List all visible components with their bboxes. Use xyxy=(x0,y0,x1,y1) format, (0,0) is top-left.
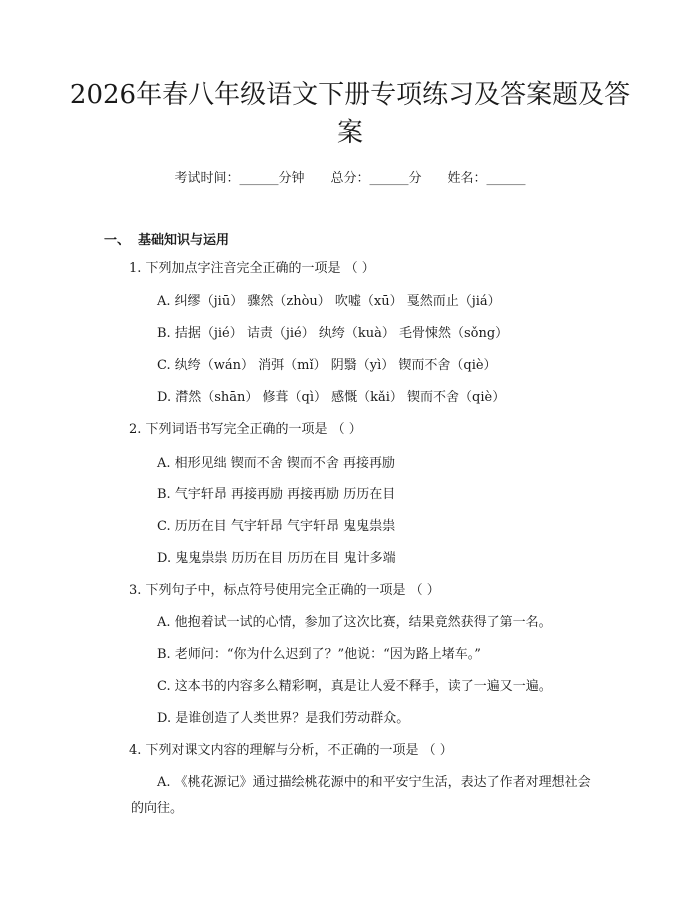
question-option: C. 历历在目 气宇轩昂 气宇轩昂 鬼鬼祟祟 xyxy=(157,519,396,534)
question-option: D. 鬼鬼祟祟 历历在目 历历在目 鬼计多端 xyxy=(157,551,396,566)
total-score-field: 总分：______分 xyxy=(330,171,422,186)
question-option: C. 这本书的内容多么精彩啊，真是让人爱不释手，读了一遍又一遍。 xyxy=(157,679,552,694)
question-option: B. 气宇轩昂 再接再励 再接再励 历历在目 xyxy=(157,487,396,502)
exam-time-field: 考试时间：______分钟 xyxy=(174,171,305,186)
question-option: B. 拮据（jié） 诘责（jié） 纨绔（kuà） 毛骨悚然（sǒng） xyxy=(157,326,509,341)
section-number: 一、 xyxy=(104,233,131,248)
question-option: A. 相形见绌 锲而不舍 锲而不舍 再接再励 xyxy=(157,456,396,471)
exam-info xyxy=(0,170,700,188)
question-option: A. 纠缪（jiū） 骤然（zhòu） 吹嘘（xū） 戛然而止（jiá） xyxy=(157,294,501,309)
question-option: D. 潸然（shān） 修葺（qì） 感慨（kǎi） 锲而不舍（qiè） xyxy=(157,390,506,405)
question-stem: 2. 下列词语书写完全正确的一项是 （ ） xyxy=(129,422,362,437)
document-title: 2026年春八年级语文下册专项练习及答案题及答案 xyxy=(69,80,631,148)
question-option: A. 《桃花源记》通过描绘桃花源中的和平安宁生活，表达了作者对理想社会的向往。 xyxy=(131,775,591,816)
question-stem: 1. 下列加点字注音完全正确的一项是 （ ） xyxy=(129,261,375,276)
question-option: B. 老师问：“你为什么迟到了？”他说：“因为路上堵车。” xyxy=(157,647,481,662)
question-stem: 4. 下列对课文内容的理解与分析，不正确的一项是 （ ） xyxy=(129,743,453,758)
question-option: D. 是谁创造了人类世界？是我们劳动群众。 xyxy=(157,711,410,726)
question-stem: 3. 下列句子中，标点符号使用完全正确的一项是 （ ） xyxy=(129,583,440,598)
question-option: C. 纨绔（wán） 消弭（mǐ） 阴翳（yì） 锲而不舍（qiè） xyxy=(157,358,497,373)
student-name-field: 姓名：______ xyxy=(447,171,526,186)
question-option: A. 他抱着试一试的心情，参加了这次比赛，结果竟然获得了第一名。 xyxy=(157,615,552,630)
section-heading xyxy=(104,232,229,250)
section-title: 基础知识与运用 xyxy=(138,233,230,248)
